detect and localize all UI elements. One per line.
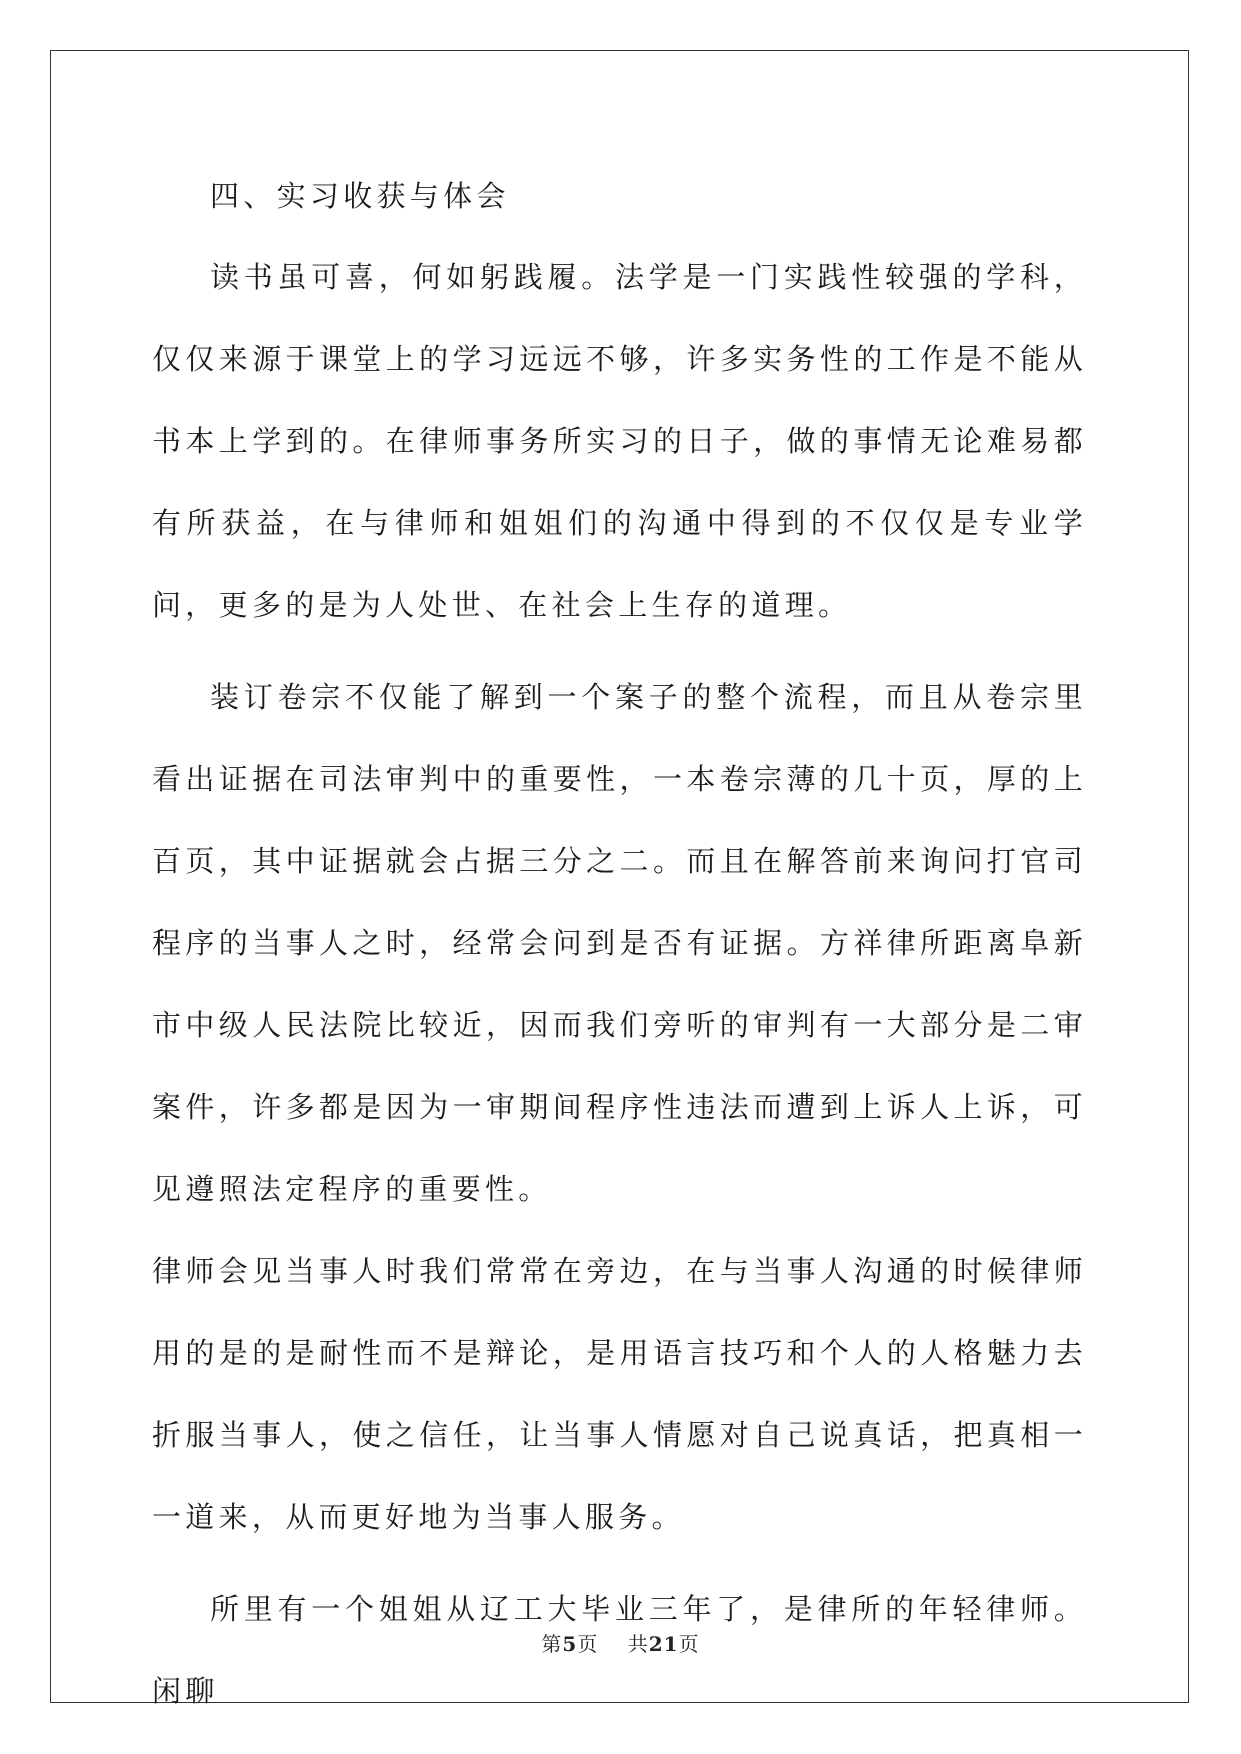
paragraph: 所里有一个姐姐从辽工大毕业三年了，是律所的年轻律师。闲聊 — [152, 1592, 1087, 1708]
page-prefix: 第 — [541, 1632, 563, 1656]
page-number: 5 — [562, 1632, 578, 1656]
total-unit: 页 — [678, 1632, 700, 1656]
paragraph: 律师会见当事人时我们常常在旁边，在与当事人沟通的时候律师用的是的是耐性而不是辩论，是用语言技巧和个人的人格魅力去折服当事人，使之信任，让当事人情愿对自己说真话，把真相一一道来，从而更好地为当事人服务。 — [152, 1254, 1087, 1534]
paragraph: 读书虽可喜，何如躬践履。法学是一门实践性较强的学科，仅仅来源于课堂上的学习远远不够，许多实务性的工作是不能从书本上学到的。在律师事务所实习的日子，做的事情无论难易都有所获益，在与律师和姐姐们的沟通中得到的不仅仅是专业学问，更多的是为人处世、在社会上生存的道理。 — [152, 260, 1087, 622]
document-body — [152, 162, 1087, 1732]
section-heading: 四、实习收获与体会 — [210, 179, 510, 213]
paragraph: 装订卷宗不仅能了解到一个案子的整个流程，而且从卷宗里看出证据在司法审判中的重要性，一本卷宗薄的几十页，厚的上百页，其中证据就会占据三分之二。而且在解答前来询问打官司程序的当事人之时，经常会问到是否有证据。方祥律所距离阜新市中级人民法院比较近，因而我们旁听的审判有一大部分是二审案件，许多都是因为一审期间程序性违法而遭到上诉人上诉，可见遵照法定程序的重要性。 — [152, 680, 1087, 1206]
total-pages: 21 — [648, 1632, 679, 1656]
total-prefix: 共 — [627, 1632, 649, 1656]
page-footer — [0, 1628, 1241, 1657]
page-unit: 页 — [577, 1632, 599, 1656]
